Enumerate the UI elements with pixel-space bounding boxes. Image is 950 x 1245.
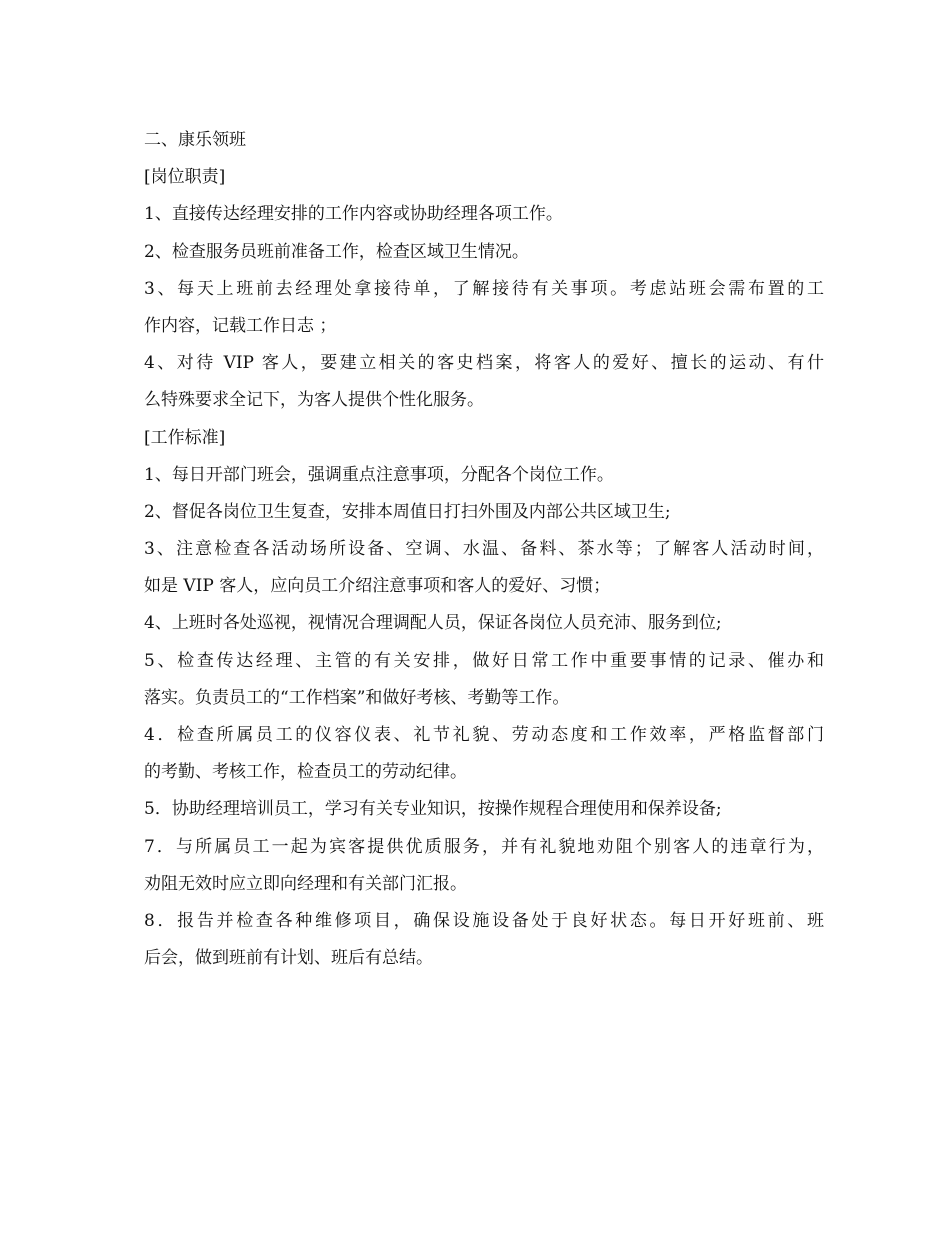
standard-item-8-line-1: 7．与所属员工一起为宾客提供优质服务，并有礼貌地劝阻个别客人的违章行为， <box>144 836 824 857</box>
standard-item-2: 2、督促各岗位卫生复查，安排本周值日打扫外围及内部公共区域卫生; <box>144 501 671 522</box>
duty-item-4-line-1: 4、对待 VIP 客人，要建立相关的客史档案，将客人的爱好、擅长的运动、有什 <box>144 353 824 374</box>
section-heading-standards: [工作标准] <box>144 427 226 448</box>
standard-item-8-line-2: 劝阻无效时应立即向经理和有关部门汇报。 <box>144 873 467 894</box>
standard-item-9-line-1: 8．报告并检查各种维修项目，确保设施设备处于良好状态。每日开好班前、班 <box>144 910 824 931</box>
standard-item-6-line-1: 4．检查所属员工的仪容仪表、礼节礼貌、劳动态度和工作效率，严格监督部门 <box>144 725 824 745</box>
document-body <box>144 122 824 977</box>
standard-item-1: 1、每日开部门班会，强调重点注意事项，分配各个岗位工作。 <box>144 464 614 485</box>
section-heading-duties: [岗位职责] <box>144 167 226 188</box>
duty-item-1: 1、直接传达经理安排的工作内容或协助经理各项工作。 <box>144 204 563 225</box>
standard-item-5-line-2: 落实。负责员工的“工作档案”和做好考核、考勤等工作。 <box>144 687 570 708</box>
duty-item-2: 2、检查服务员班前准备工作，检查区域卫生情况。 <box>144 241 529 262</box>
standard-item-4: 4、上班时各处巡视，视情况合理调配人员，保证各岗位人员充沛、服务到位; <box>144 613 722 634</box>
standard-item-3-line-2: 如是 VIP 客人，应向员工介绍注意事项和客人的爱好、习惯； <box>144 576 611 597</box>
document-title: 二、康乐领班 <box>144 130 246 150</box>
standard-item-7: 5．协助经理培训员工，学习有关专业知识，按操作规程合理使用和保养设备; <box>144 799 722 820</box>
standard-item-5-line-1: 5、检查传达经理、主管的有关安排，做好日常工作中重要事情的记录、催办和 <box>144 650 824 671</box>
duty-item-4-line-2: 么特殊要求全记下，为客人提供个性化服务。 <box>144 390 484 411</box>
duty-item-3-line-2: 作内容，记载工作日志 ； <box>144 315 337 336</box>
standard-item-9-line-2: 后会，做到班前有计划、班后有总结。 <box>144 948 433 969</box>
standard-item-6-line-2: 的考勤、考核工作，检查员工的劳动纪律。 <box>144 762 467 783</box>
standard-item-3-line-1: 3、注意检查各活动场所设备、空调、水温、备料、茶水等；了解客人活动时间， <box>144 539 824 560</box>
duty-item-3-line-1: 3、每天上班前去经理处拿接待单，了解接待有关事项。考虑站班会需布置的工 <box>144 278 824 299</box>
